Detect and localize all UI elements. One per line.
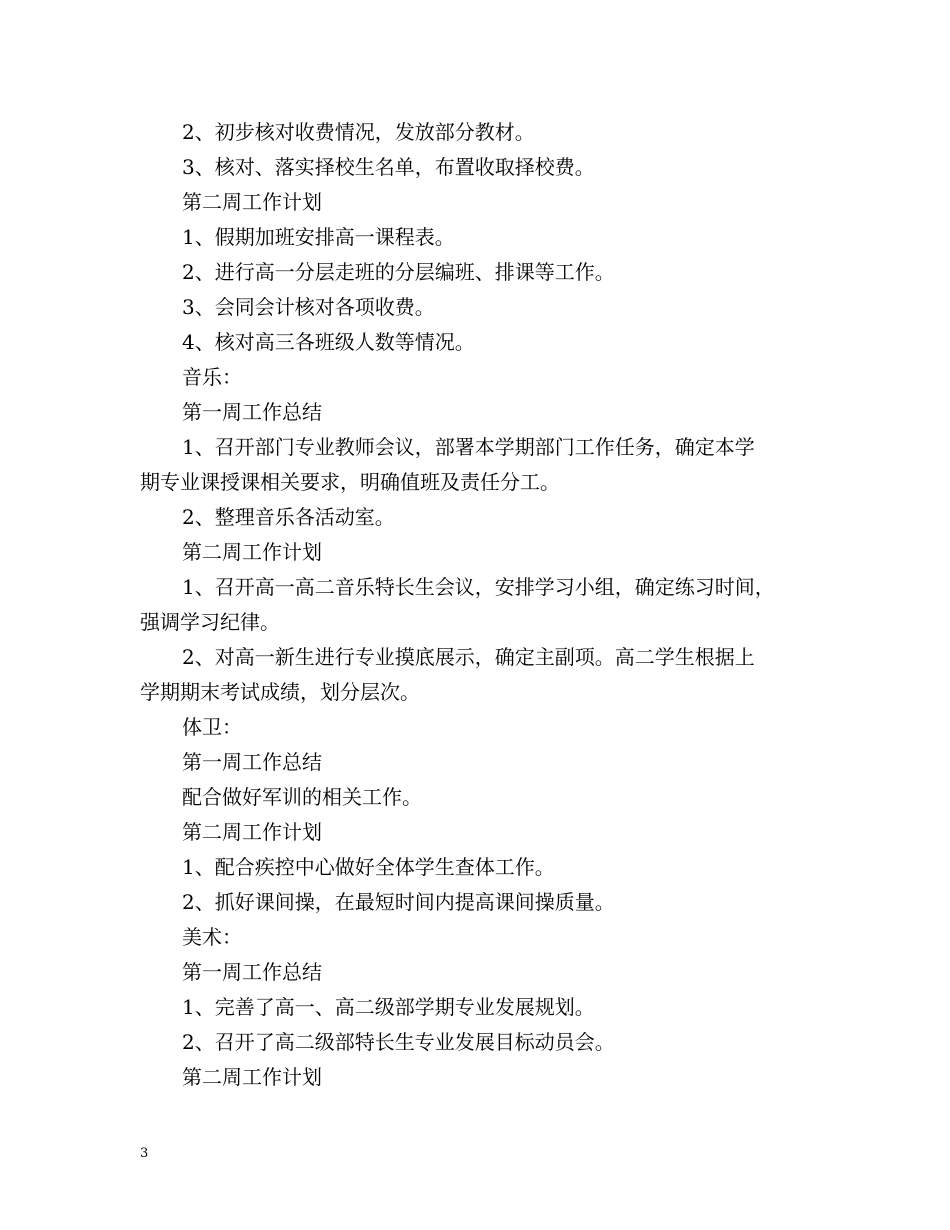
text-line: 1、配合疾控中心做好全体学生查体工作。 — [182, 855, 555, 879]
text-line: 1、假期加班安排高一课程表。 — [182, 225, 455, 249]
text-line: 3、核对、落实择校生名单，布置收取择校费。 — [182, 155, 595, 179]
text-line: 第一周工作总结 — [182, 400, 322, 424]
text-line: 学期期末考试成绩，划分层次。 — [140, 680, 420, 704]
text-line: 强调学习纪律。 — [140, 610, 280, 634]
text-line: 第二周工作计划 — [182, 540, 322, 564]
text-line: 体卫： — [182, 715, 242, 739]
text-line: 2、初步核对收费情况，发放部分教材。 — [182, 120, 535, 144]
text-line: 2、整理音乐各活动室。 — [182, 505, 395, 529]
text-line: 第二周工作计划 — [182, 190, 322, 214]
text-line: 3、会同会计核对各项收费。 — [182, 295, 435, 319]
text-line: 美术： — [182, 925, 242, 949]
document-body — [140, 115, 830, 1095]
text-line: 2、抓好课间操，在最短时间内提高课间操质量。 — [182, 890, 615, 914]
text-line: 2、对高一新生进行专业摸底展示，确定主副项。高二学生根据上 — [182, 645, 755, 669]
text-line: 1、完善了高一、高二级部学期专业发展规划。 — [182, 995, 595, 1019]
text-line: 音乐： — [182, 365, 242, 389]
text-line: 配合做好军训的相关工作。 — [182, 785, 422, 809]
text-line: 第二周工作计划 — [182, 1065, 322, 1089]
text-line: 第二周工作计划 — [182, 820, 322, 844]
text-line: 期专业课授课相关要求，明确值班及责任分工。 — [140, 470, 560, 494]
text-line: 1、召开部门专业教师会议，部署本学期部门工作任务，确定本学 — [182, 435, 755, 459]
text-line: 1、召开高一高二音乐特长生会议，安排学习小组，确定练习时间， — [182, 575, 775, 599]
text-line: 2、进行高一分层走班的分层编班、排课等工作。 — [182, 260, 615, 284]
text-line: 2、召开了高二级部特长生专业发展目标动员会。 — [182, 1030, 615, 1054]
page-number: 3 — [140, 1146, 149, 1161]
text-line: 4、核对高三各班级人数等情况。 — [182, 330, 475, 354]
text-line: 第一周工作总结 — [182, 960, 322, 984]
text-line: 第一周工作总结 — [182, 750, 322, 774]
